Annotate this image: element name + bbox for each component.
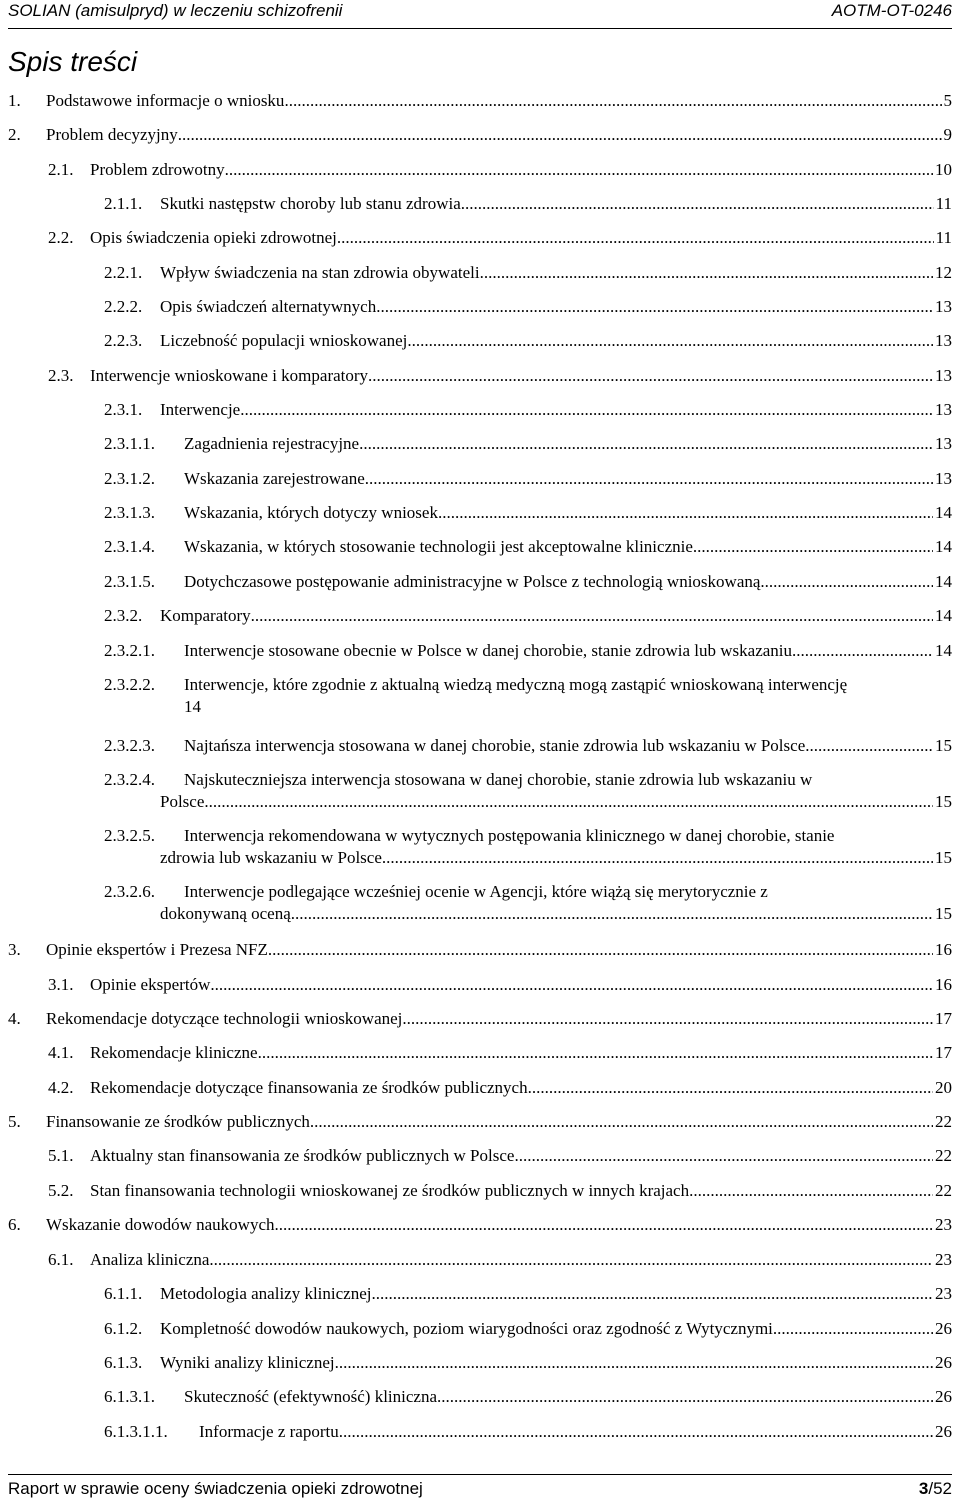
toc-entry[interactable] (0, 1077, 952, 1099)
toc-entry-title: Problem zdrowotny (90, 160, 225, 179)
toc-entry-number: 4.1. (48, 1043, 74, 1062)
toc-title: Spis treści (8, 46, 138, 77)
toc-leader-dots (359, 433, 933, 455)
toc-entry-page: 17 (935, 1009, 952, 1028)
toc-entry[interactable] (0, 159, 952, 181)
toc-entry[interactable] (0, 735, 952, 757)
toc-entry-page: 14 (935, 606, 952, 625)
toc-entry[interactable] (0, 399, 952, 421)
toc-entry-number: 6.1.1. (104, 1284, 143, 1303)
toc-entry-number: 6.1.2. (104, 1319, 143, 1338)
toc-leader-dots (792, 640, 933, 662)
toc-entry-title: Stan finansowania technologii wnioskowanej ze środków publicznych w innych krajach (90, 1181, 690, 1200)
toc-leader-dots (693, 536, 933, 558)
toc-leader-dots (461, 193, 934, 215)
toc-leader-dots (310, 1111, 933, 1133)
toc-entry-title: Dotychczasowe postępowanie administracyjne w Polsce z technologią wnioskowaną (184, 572, 761, 591)
toc-entry[interactable] (0, 124, 952, 146)
toc-leader-dots (339, 1421, 933, 1443)
toc-entry-title: Opinie ekspertów i Prezesa NFZ (46, 940, 268, 959)
toc-leader-dots (240, 399, 933, 421)
toc-entry[interactable] (0, 502, 952, 524)
toc-leader-dots (514, 1145, 933, 1167)
toc-entry-page: 10 (935, 160, 952, 179)
toc-leader-dots (291, 903, 933, 925)
toc-entry-page: 13 (935, 297, 952, 316)
toc-entry-page: 11 (935, 228, 952, 247)
toc-entry-number: 6.1.3. (104, 1353, 143, 1372)
toc-entry-page: 15 (935, 848, 952, 867)
toc-entry-page: 14 (935, 572, 952, 591)
toc-entry[interactable] (0, 365, 952, 387)
toc-entry[interactable] (0, 1145, 952, 1167)
toc-entry-page: 16 (935, 975, 952, 994)
toc-entry-title-continued: zdrowia lub wskazaniu w Polsce (160, 848, 382, 867)
toc-entry[interactable] (0, 1214, 952, 1236)
footer-report-title: Raport w sprawie oceny świadczenia opieki zdrowotnej (8, 1479, 423, 1498)
header-document-code: AOTM-OT-0246 (831, 1, 952, 20)
toc-entry[interactable] (0, 468, 952, 490)
toc-entry[interactable] (0, 193, 952, 215)
toc-entry[interactable] (0, 605, 952, 627)
toc-entry[interactable] (0, 1386, 952, 1408)
toc-entry-title: Kompletność dowodów naukowych, poziom wiarygodności oraz zgodność z Wytycznymi (160, 1319, 773, 1338)
toc-leader-dots (407, 330, 933, 352)
toc-entry-page: 14 (184, 697, 201, 716)
toc-entry[interactable] (0, 1180, 952, 1202)
toc-entry[interactable] (0, 536, 952, 558)
toc-entry-number: 2.2.3. (104, 331, 143, 350)
toc-leader-dots (805, 735, 933, 757)
toc-leader-dots (275, 1214, 934, 1236)
toc-entry-title: Problem decyzyjny (46, 125, 178, 144)
toc-entry[interactable] (0, 90, 952, 112)
toc-leader-dots (372, 1283, 934, 1305)
toc-entry-page: 13 (935, 400, 952, 419)
toc-leader-dots (438, 502, 933, 524)
toc-entry[interactable] (0, 825, 952, 869)
toc-leader-dots (382, 847, 933, 869)
toc-entry-number: 5.1. (48, 1146, 74, 1165)
toc-leader-dots (204, 791, 933, 813)
toc-entry-page: 14 (935, 641, 952, 660)
toc-leader-dots (268, 939, 933, 961)
toc-entry-number: 2.3.1.3. (104, 503, 155, 522)
toc-entry-page: 12 (935, 263, 952, 282)
toc-entry-title: Interwencje, które zgodnie z aktualną wiedzą medyczną mogą zastąpić wnioskowaną interwencję (184, 675, 848, 694)
toc-entry-page: 14 (935, 503, 952, 522)
toc-entry[interactable] (0, 769, 952, 813)
toc-entry-title: Opis świadczenia opieki zdrowotnej (90, 228, 337, 247)
toc-entry-number: 2.2.1. (104, 263, 143, 282)
toc-entry-number: 2.3.1.4. (104, 537, 155, 556)
toc-entry-title: Podstawowe informacje o wniosku (46, 91, 285, 110)
toc-entry-page: 13 (935, 331, 952, 350)
toc-entry-number: 2.3.1.5. (104, 572, 155, 591)
toc-entry-page: 13 (935, 366, 952, 385)
toc-entry-number: 6.1.3.1. (104, 1387, 155, 1406)
toc-entry-title: Metodologia analizy klinicznej (160, 1284, 372, 1303)
toc-entry-page: 15 (935, 736, 952, 755)
toc-entry-title: Wyniki analizy klinicznej (160, 1353, 335, 1372)
toc-leader-dots (178, 124, 942, 146)
toc-entry-number: 2.3.2.5. (104, 826, 155, 845)
toc-entry-title: Zagadnienia rejestracyjne (184, 434, 360, 453)
toc-entry-page: 23 (935, 1284, 952, 1303)
toc-entry-title: Analiza kliniczna (90, 1250, 210, 1269)
toc-entry-page: 23 (935, 1215, 952, 1234)
toc-entry-title-continued: dokonywaną oceną (160, 904, 291, 923)
toc-entry[interactable] (0, 674, 952, 718)
toc-entry-number: 2.3.2.1. (104, 641, 155, 660)
toc-entry-number: 1. (8, 91, 21, 110)
toc-leader-dots (365, 468, 933, 490)
toc-leader-dots (480, 262, 933, 284)
toc-entry-number: 3. (8, 940, 21, 959)
page-footer (8, 1474, 952, 1503)
toc-leader-dots (376, 296, 933, 318)
toc-entry-page: 22 (935, 1146, 952, 1165)
page-number (919, 1475, 952, 1503)
toc-entry-page: 23 (935, 1250, 952, 1269)
toc-entry-title: Opis świadczeń alternatywnych (160, 297, 377, 316)
toc-entry[interactable] (0, 1249, 952, 1271)
toc-entry-number: 2.2. (48, 228, 74, 247)
toc-leader-dots (251, 605, 933, 627)
toc-entry-number: 2.3.2.4. (104, 770, 155, 789)
toc-entry-title: Rekomendacje dotyczące finansowania ze środków publicznych (90, 1078, 528, 1097)
toc-entry-title: Opinie ekspertów (90, 975, 211, 994)
toc-entry[interactable] (0, 1111, 952, 1133)
toc-entry-page: 26 (935, 1387, 952, 1406)
toc-entry-number: 5.2. (48, 1181, 74, 1200)
toc-entry-number: 2.3.1.1. (104, 434, 155, 453)
toc-entry-number: 2.1. (48, 160, 74, 179)
toc-entry[interactable] (0, 1008, 952, 1030)
toc-leader-dots (335, 1352, 933, 1374)
toc-leader-dots (258, 1042, 933, 1064)
toc-entry[interactable] (0, 881, 952, 925)
toc-entry-number: 2.3. (48, 366, 74, 385)
toc-entry-title: Rekomendacje dotyczące technologii wnioskowanej (46, 1009, 403, 1028)
toc-leader-dots (368, 365, 933, 387)
toc-entry-title: Finansowanie ze środków publicznych (46, 1112, 310, 1131)
toc-entry-page: 17 (935, 1043, 952, 1062)
toc-entry-title: Aktualny stan finansowania ze środków publicznych w Polsce (90, 1146, 515, 1165)
toc-entry-page: 15 (935, 904, 952, 923)
toc-entry-number: 4.2. (48, 1078, 74, 1097)
toc-entry-title: Komparatory (160, 606, 251, 625)
toc-entry-title-continued: Polsce (160, 792, 205, 811)
toc-entry-number: 6.1. (48, 1250, 74, 1269)
toc-entry-page: 15 (935, 792, 952, 811)
toc-leader-dots (209, 1249, 933, 1271)
toc-entry[interactable] (0, 433, 952, 455)
header-document-title: SOLIAN (amisulpryd) w leczeniu schizofrenii (8, 1, 343, 20)
toc-entry-title: Wskazania, których dotyczy wniosek (184, 503, 438, 522)
toc-entry[interactable] (0, 330, 952, 352)
toc-entry-title: Interwencje podlegające wcześniej ocenie w Agencji, które wiążą się merytorycznie z (184, 882, 768, 901)
toc-entry-number: 2.1.1. (104, 194, 143, 213)
toc-entry-number: 2.3.2. (104, 606, 143, 625)
toc-entry-page: 13 (935, 434, 952, 453)
toc-entry[interactable] (0, 640, 952, 662)
toc-leader-dots (689, 1180, 933, 1202)
toc-leader-dots (225, 159, 933, 181)
page-number-current: 3 (918, 1479, 929, 1498)
toc-entry-title: Rekomendacje kliniczne (90, 1043, 258, 1062)
toc-entry-title: Wpływ świadczenia na stan zdrowia obywateli (160, 263, 480, 282)
toc-entry-title: Skuteczność (efektywność) kliniczna (184, 1387, 438, 1406)
toc-entry[interactable] (0, 571, 952, 593)
toc-entry[interactable] (0, 227, 952, 249)
toc-entry-number: 2.3.1.2. (104, 469, 155, 488)
page-header (8, 0, 952, 29)
toc-entry-page: 26 (935, 1319, 952, 1338)
toc-entry-number: 6. (8, 1215, 21, 1234)
toc-entry-title: Wskazania zarejestrowane (184, 469, 365, 488)
toc-entry-number: 3.1. (48, 975, 74, 994)
toc-entry-page: 9 (943, 125, 952, 144)
toc-entry-page: 11 (935, 194, 952, 213)
toc-leader-dots (760, 571, 933, 593)
toc-entry-title: Wskazania, w których stosowanie technologii jest akceptowalne klinicznie (184, 537, 693, 556)
toc-entry[interactable] (0, 1352, 952, 1374)
toc-entry-page: 22 (935, 1112, 952, 1131)
toc-leader-dots (528, 1077, 933, 1099)
toc-entry-title: Interwencje wnioskowane i komparatory (90, 366, 369, 385)
toc-entry[interactable] (0, 1042, 952, 1064)
toc-entry-title: Skutki następstw choroby lub stanu zdrowia (160, 194, 461, 213)
toc-entry[interactable] (0, 1283, 952, 1305)
toc-leader-dots (337, 227, 934, 249)
toc-entry-number: 2.3.2.3. (104, 736, 155, 755)
toc-entry[interactable] (0, 1318, 952, 1340)
toc-leader-dots (402, 1008, 933, 1030)
toc-entry-title: Interwencja rekomendowana w wytycznych postępowania klinicznego w danej chorobie, stanie (184, 826, 835, 845)
toc-entry[interactable] (0, 974, 952, 996)
toc-entry-number: 2.3.2.2. (104, 675, 155, 694)
toc-entry-page: 22 (935, 1181, 952, 1200)
page-number-total: /52 (928, 1479, 952, 1498)
toc-entry-number: 2.2.2. (104, 297, 143, 316)
toc-entry-number: 2.3.1. (104, 400, 143, 419)
toc-entry-number: 2.3.2.6. (104, 882, 155, 901)
toc-entry-page: 26 (935, 1353, 952, 1372)
toc-entry-page: 14 (935, 537, 952, 556)
toc-entry[interactable] (0, 262, 952, 284)
toc-entry-number: 4. (8, 1009, 21, 1028)
toc-entry[interactable] (0, 296, 952, 318)
toc-entry-title: Interwencje (160, 400, 241, 419)
toc-entry-page: 20 (935, 1078, 952, 1097)
toc-entry-number: 6.1.3.1.1. (104, 1422, 168, 1441)
toc-entry-title: Liczebność populacji wnioskowanej (160, 331, 408, 350)
toc-entry[interactable] (0, 1421, 952, 1443)
toc-entry-page: 5 (943, 91, 952, 110)
toc-entry-page: 13 (935, 469, 952, 488)
toc-entry-title: Wskazanie dowodów naukowych (46, 1215, 275, 1234)
toc-leader-dots (437, 1386, 933, 1408)
toc-entry-page: 16 (935, 940, 952, 959)
toc-leader-dots (284, 90, 941, 112)
toc-entry-number: 5. (8, 1112, 21, 1131)
toc-entry-page: 26 (935, 1422, 952, 1441)
toc-entry-title: Informacje z raportu (199, 1422, 339, 1441)
toc-entry-title: Interwencje stosowane obecnie w Polsce w danej chorobie, stanie zdrowia lub wskazaniu (184, 641, 793, 660)
toc-entry-number: 2. (8, 125, 21, 144)
toc-entry-title: Najtańsza interwencja stosowana w danej chorobie, stanie zdrowia lub wskazaniu w Polsce (184, 736, 806, 755)
toc-leader-dots (773, 1318, 933, 1340)
toc-entry[interactable] (0, 939, 952, 961)
toc-entry-title: Najskuteczniejsza interwencja stosowana w danej chorobie, stanie zdrowia lub wskazaniu w (184, 770, 813, 789)
toc-leader-dots (210, 974, 933, 996)
